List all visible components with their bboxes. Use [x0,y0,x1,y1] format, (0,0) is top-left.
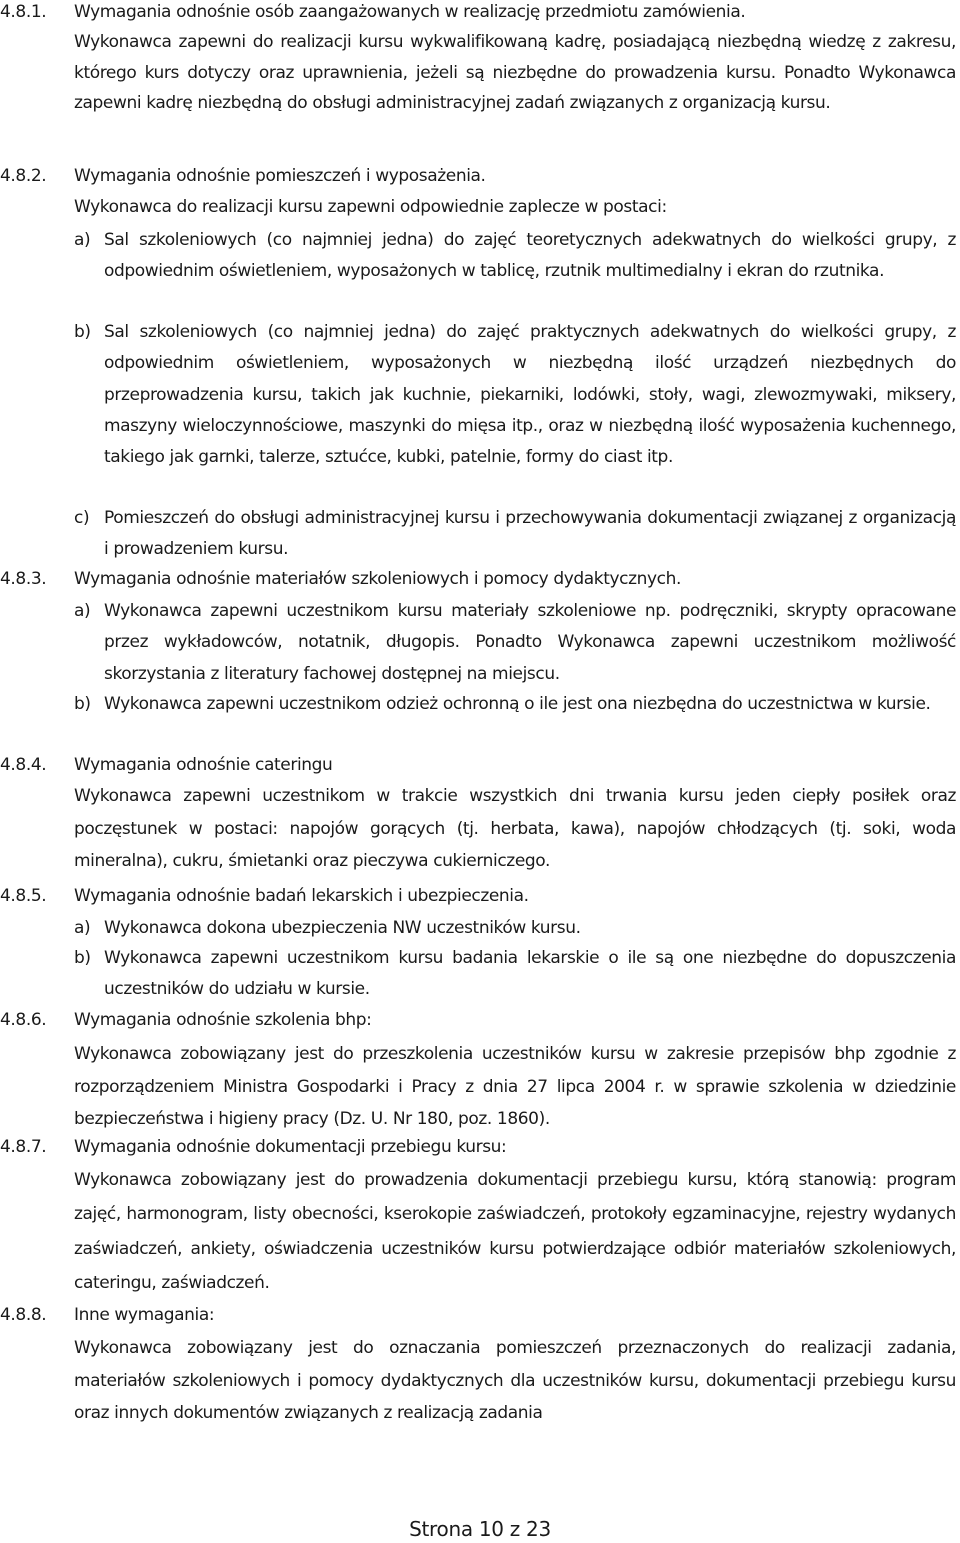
section-heading: Wymagania odnośnie dokumentacji przebiegu kursu: [74,1137,507,1157]
list-item-label: a) [74,918,91,938]
section-body: Wykonawca zobowiązany jest do oznaczania pomieszczeń przeznaczonych do realizacji zadania, materiałów szkoleniowych i pomocy dydaktycznych dla uczestników kursu, dokumentacji przebiegu kursu oraz innych dokumentów związanych z realizacją zadania [74,1338,956,1423]
section-body: Wykonawca zobowiązany jest do przeszkolenia uczestników kursu w zakresie przepisów bhp zgodnie z rozporządzeniem Ministra Gospodarki i Pracy z dnia 27 lipca 2004 r. w sprawie szkolenia w dziedzinie bezpieczeństwa i higieny pracy (Dz. U. Nr 180, poz. 1860). [74,1044,956,1129]
list-item-text: Pomieszczeń do obsługi administracyjnej kursu i przechowywania dokumentacji związanej z organizacją i prowadzeniem kursu. [104,508,956,560]
list-item-text: Wykonawca zapewni uczestnikom kursu materiały szkoleniowe np. podręczniki, skrypty opracowane przez wykładowców, notatnik, długopis. Ponadto Wykonawca zapewni uczestnikom możliwość skorzystania z literatury fachowej dostępnej na miejscu. [104,601,956,684]
list-item-label: a) [74,601,91,621]
section-heading: Wymagania odnośnie pomieszczeń i wyposażenia. [74,166,486,186]
section-number: 4.8.4. [0,755,47,775]
list-item-text: Wykonawca zapewni uczestnikom kursu badania lekarskie o ile są one niezbędne do dopuszczenia uczestników do udziału w kursie. [104,948,956,1000]
section-body: Wykonawca zapewni do realizacji kursu wykwalifikowaną kadrę, posiadającą niezbędną wiedzę z zakresu, którego kurs dotyczy oraz uprawnienia, jeżeli są niezbędne do prowadzenia kursu. Ponadto Wykonawca zapewni kadrę niezbędną do obsługi administracyjnej zadań związanych z organizacją kursu. [74,32,956,113]
list-item-label: b) [74,948,91,968]
section-intro: Wykonawca do realizacji kursu zapewni odpowiednie zaplecze w postaci: [74,197,667,217]
section-heading: Wymagania odnośnie cateringu [74,755,333,775]
section-body: Wykonawca zapewni uczestnikom w trakcie wszystkich dni trwania kursu jeden ciepły posiłek oraz poczęstunek w postaci: napojów gorących (tj. herbata, kawa), napojów chłodzących (tj. soki, woda mineralna), cukru, śmietanki oraz pieczywa cukierniczego. [74,786,956,871]
section-heading: Wymagania odnośnie materiałów szkoleniowych i pomocy dydaktycznych. [74,569,681,589]
section-number: 4.8.2. [0,166,47,186]
section-number: 4.8.8. [0,1305,47,1325]
list-item-text: Sal szkoleniowych (co najmniej jedna) do zajęć praktycznych adekwatnych do wielkości grupy, z odpowiednim oświetleniem, wyposażonych w niezbędną ilość urządzeń niezbędnych do przeprowadzenia kursu, takich jak kuchnie, piekarniki, lodówki, stoły, wagi, zlewozmywaki, miksery, maszyny wieloczynnościowe, maszynki do mięsa itp., oraz w niezbędną ilość wyposażenia kuchennego, takiego jak garnki, talerze, sztućce, kubki, patelnie, formy do ciast itp. [104,322,956,468]
list-item-text: Wykonawca zapewni uczestnikom odzież ochronną o ile jest ona niezbędna do uczestnictwa w kursie. [104,694,931,714]
section-number: 4.8.6. [0,1010,47,1030]
section-heading: Wymagania odnośnie szkolenia bhp: [74,1010,372,1030]
list-item-label: b) [74,694,91,714]
section-number: 4.8.5. [0,886,47,906]
section-heading: Wymagania odnośnie osób zaangażowanych w realizację przedmiotu zamówienia. [74,2,746,22]
list-item-label: a) [74,230,91,250]
list-item-label: b) [74,322,91,342]
section-number: 4.8.3. [0,569,47,589]
list-item-label: c) [74,508,90,528]
list-item-text: Sal szkoleniowych (co najmniej jedna) do zajęć teoretycznych adekwatnych do wielkości grupy, z odpowiednim oświetleniem, wyposażonych w tablicę, rzutnik multimedialny i ekran do rzutnika. [104,230,956,282]
section-heading: Inne wymagania: [74,1305,215,1325]
section-number: 4.8.7. [0,1137,47,1157]
section-heading: Wymagania odnośnie badań lekarskich i ubezpieczenia. [74,886,529,906]
section-body: Wykonawca zobowiązany jest do prowadzenia dokumentacji przebiegu kursu, którą stanowią: program zajęć, harmonogram, listy obecności, kserokopie zaświadczeń, protokoły egzaminacyjne, rejestry wydanych zaświadczeń, ankiety, oświadczenia uczestników kursu potwierdzające odbiór materiałów szkoleniowych, cateringu, zaświadczeń. [74,1170,956,1294]
list-item-text: Wykonawca dokona ubezpieczenia NW uczestników kursu. [104,918,581,938]
section-number: 4.8.1. [0,2,47,22]
page-number: Strona 10 z 23 [409,1517,551,1541]
